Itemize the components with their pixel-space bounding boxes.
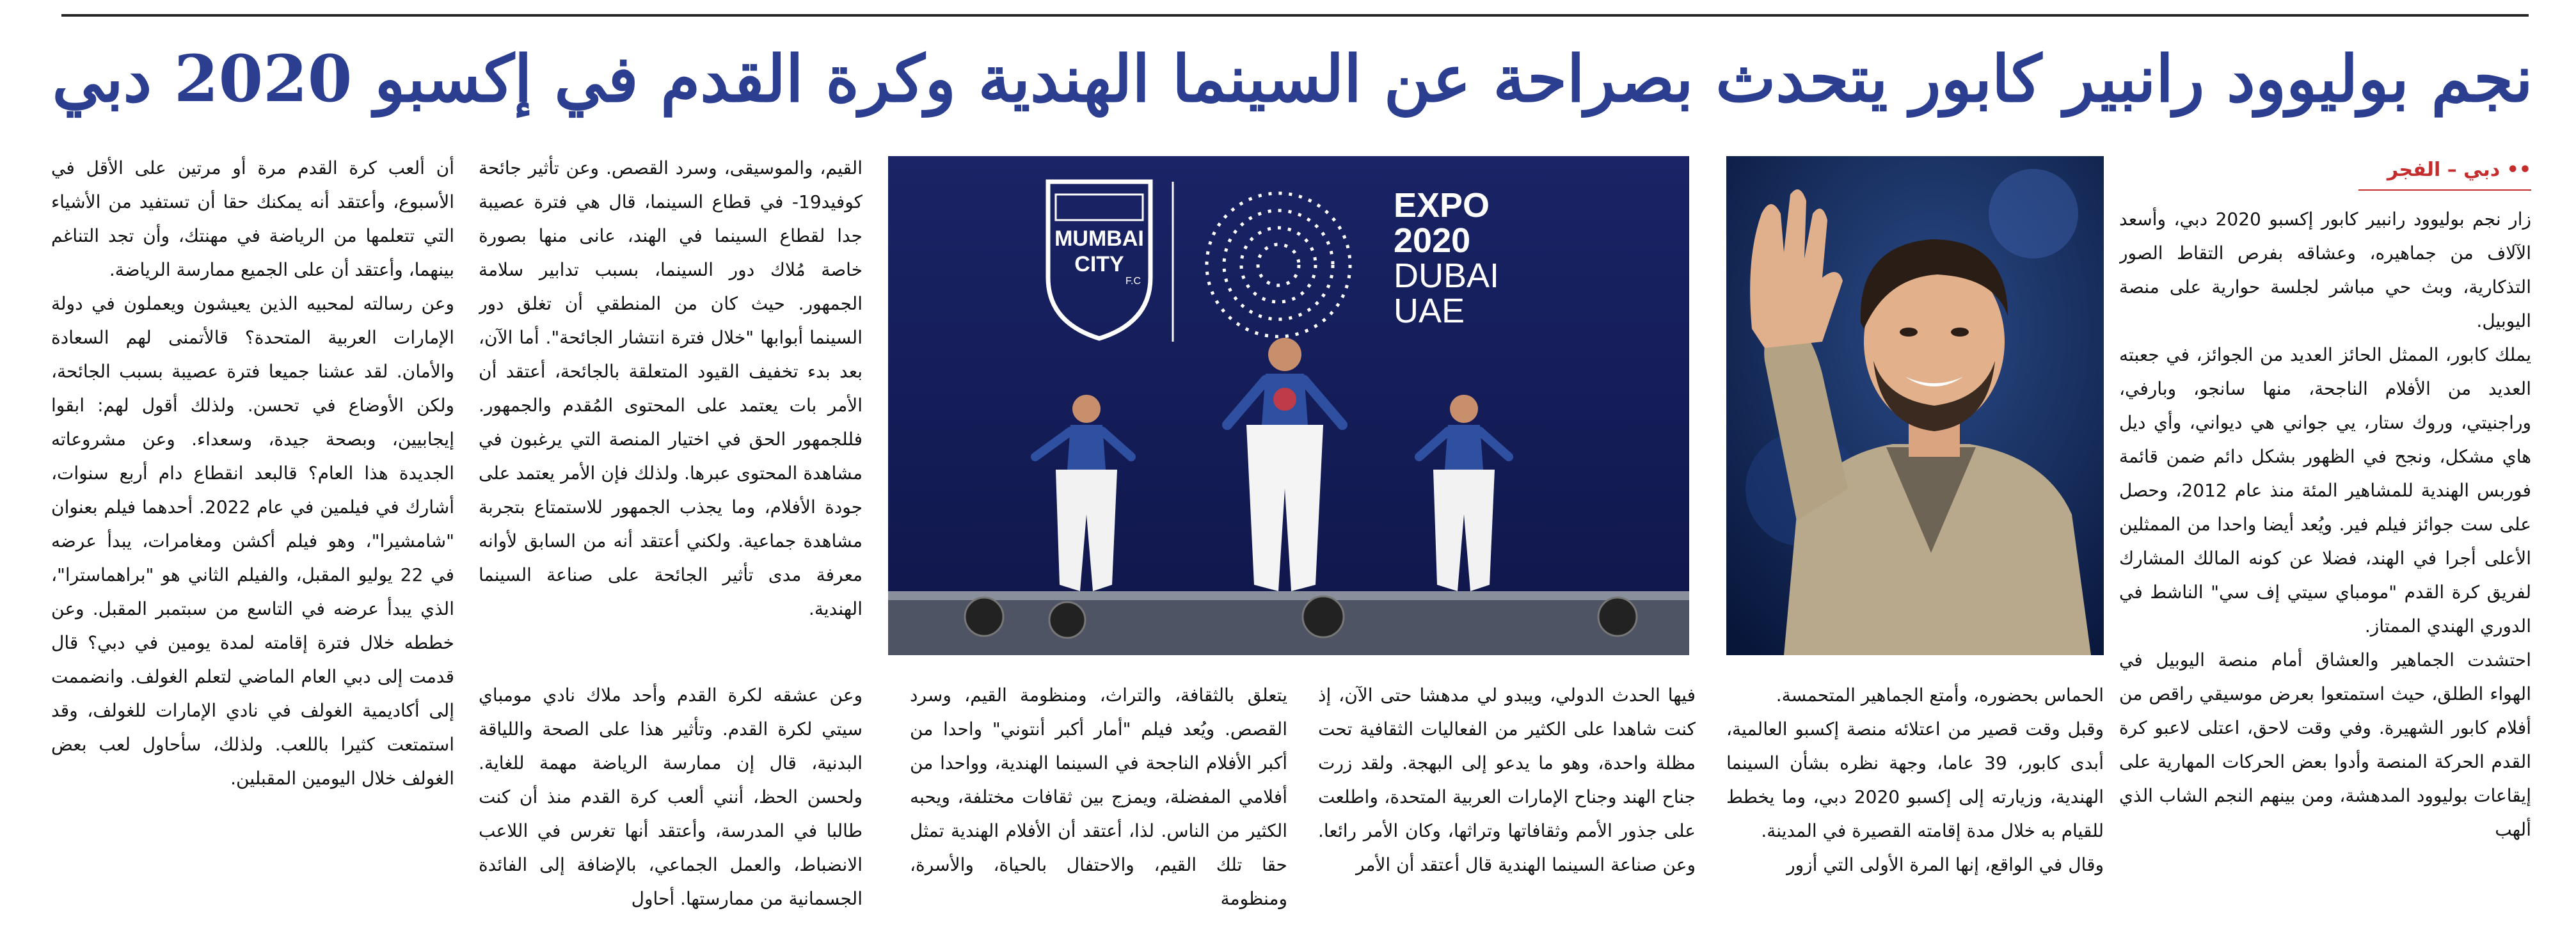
paragraph: القيم، والموسيقى، وسرد القصص. وعن تأثير جائحة كوفيد19- في قطاع السينما، قال هي فترة عصيبة جدا لقطاع السينما في الهند، عانى منها بصورة خاصة مُلاك دور السينما، بسبب تدابير سلامة الجمهور. حيث كان من المنطقي أن تغلق دور السينما أبوابها "خلال فترة انتشار الجائحة". أما الآن، بعد بدء تخفيف القيود المتعلقة بالجائحة، أعتقد أن الأمر بات يعتمد على المحتوى المُقدم والجمهور. فللجمهور الحق في اختيار المنصة التي يرغبون في مشاهدة المحتوى عبرها. ولذلك فإن الأمر يعتمد على جودة الأفلام، وما يجذب الجمهور للاستمتاع بتجربة مشاهدة جماعية. ولكني أعتقد أنه من السابق لأوانه معرفة مدى تأثير الجائحة على صناعة السينما الهندية.: [479, 157, 863, 619]
byline-dots: ••: [2506, 159, 2531, 181]
expo-city: DUBAI: [1394, 257, 1500, 295]
top-rule: [61, 14, 2529, 17]
byline-text: دبي – الفجر: [2387, 159, 2500, 181]
column-3: [1318, 678, 1696, 925]
paragraph: يتعلق بالثقافة، والتراث، ومنظومة القيم، وسرد القصص. ويُعد فيلم "أمار أكبر أنتوني" واحدا من أكبر الأفلام الناجحة في السينما الهندية، وواحدا من أفلامي المفضلة، ويمزج بين ثقافات مختلفة، ويحبه الكثير من الناس. لذا، أعتقد أن الأفلام الهندية تمثل حقا تلك القيم، والاحتفال بالحياة، والأسرة، ومنظومة: [910, 685, 1287, 909]
actor-photo: [1726, 156, 2104, 655]
column-5-bottom: [479, 678, 863, 925]
expo-year: 2020: [1394, 221, 1471, 260]
paragraph: وعن رسالته لمحبيه الذين يعيشون ويعملون في دولة الإمارات العربية المتحدة؟ قالأتمنى لهم السعادة والأمان. لقد عشنا جميعا فترة عصيبة بسبب الجائحة، ولكن الأوضاع في تحسن. ولذلك أقول لهم: ابقوا إيجابيين، وبصحة جيدة، وسعداء. وعن مشروعاته الجديدة هذا العام؟ قالبعد انقطاع دام أربع سنوات، أشارك في فيلمين في عام 2022. أحدهما فيلم بعنوان "شامشيرا"، وهو فيلم أكشن ومغامرات، يبدأ عرضه في 22 يوليو المقبل، والفيلم الثاني هو "براهماسترا"، الذي يبدأ عرضه في التاسع من سبتمبر المقبل. وعن خططه خلال فترة إقامته لمدة يومين في دبي؟ قال قدمت إلى دبي العام الماضي لتعلم الغولف. وانضممت إلى أكاديمية الغولف في نادي الإمارات للغولف، وقد استمتعت كثيرا باللعب. ولذلك، سأحاول لعب بعض الغولف خلال اليومين المقبلين.: [51, 293, 454, 789]
paragraph: الحماس بحضوره، وأمتع الجماهير المتحمسة.: [1776, 685, 2104, 706]
paragraph: زار نجم بوليوود رانبير كابور إكسبو 2020 دبي، وأسعد الآلاف من جماهيره، وعشاقه بفرص التقاط الصور التذكارية، وبث حي مباشر لجلسة حوارية على منصة اليوبيل.: [2119, 209, 2531, 331]
expo-word: EXPO: [1394, 186, 1490, 225]
actor-photo-illustration: [1726, 156, 2104, 655]
paragraph: وقبل وقت قصير من اعتلائه منصة إكسبو العالمية، أبدى كابور، 39 عاما، وجهة نظره بشأن السينما الهندية، وزيارته إلى إكسبو 2020 دبي، وما يخطط للقيام به خلال مدة إقامته القصيرة في المدينة.: [1726, 719, 2104, 841]
stage-photo: [888, 156, 1689, 655]
column-1: [2119, 202, 2531, 925]
paragraph: احتشدت الجماهير والعشاق أمام منصة اليوبيل في الهواء الطلق، حيث استمتعوا بعرض موسيقي راقص من أفلام كابور الشهيرة. وفي وقت لاحق، اعتلى لاعبو كرة القدم الحركة المنصة وأدوا بعض الحركات المهارية على إيقاعات بوليوود المدهشة، ومن بينهم النجم الشاب الذي ألهب: [2119, 649, 2531, 840]
byline: [2358, 159, 2531, 184]
byline-rule: [2358, 189, 2531, 191]
headline: نجم بوليوود رانبير كابور يتحدث بصراحة عن السينما الهندية وكرة القدم في إكسبو 2020 دبي: [52, 41, 2533, 116]
expo-country: UAE: [1394, 292, 1465, 330]
column-5-top: [479, 151, 863, 663]
column-2: [1726, 678, 2104, 925]
paragraph: وقال في الواقع، إنها المرة الأولى التي أزور: [1786, 854, 2104, 875]
column-4: [910, 678, 1287, 925]
column-6: [51, 151, 454, 925]
paragraph: فيها الحدث الدولي، ويبدو لي مدهشا حتى الآن، إذ كنت شاهدا على الكثير من الفعاليات الثقافية تحت مظلة واحدة، وهو ما يدعو إلى البهجة. ولقد زرت جناح الهند وجناح الإمارات العربية المتحدة، واطلعت على جذور الأمم وثقافاتها وتراثها، وكان الأمر رائعا. وعن صناعة السينما الهندية قال أعتقد أن الأمر: [1318, 685, 1696, 875]
club-logo-fc: F.C: [1125, 276, 1141, 287]
stage-photo-illustration: [888, 156, 1689, 655]
paragraph: أن ألعب كرة القدم مرة أو مرتين على الأقل في الأسبوع، وأعتقد أنه يمكنك حقا أن تستفيد من الأشياء التي تتعلمها من الرياضة في مهنتك، وأن تجد التناغم بينهما، وأعتقد أن على الجميع ممارسة الرياضة.: [51, 157, 454, 280]
paragraph: وعن عشقه لكرة القدم وأحد ملاك نادي مومباي سيتي لكرة القدم. وتأثير هذا على الصحة واللياقة البدنية، قال إن ممارسة الرياضة مهمة للغاية. ولحسن الحظ، أنني ألعب كرة القدم منذ أن كنت طالبا في المدرسة، وأعتقد أنها تغرس في اللاعب الانضباط، والعمل الجماعي، بالإضافة إلى الفائدة الجسمانية من ممارستها. أحاول: [479, 685, 863, 909]
club-logo-mid: CITY: [1074, 252, 1124, 276]
paragraph: يملك كابور، الممثل الحائز العديد من الجوائز، في جعبته العديد من الأفلام الناجحة، منها سانجو، وبارفي، وراجنيتي، وروك ستار، يي جواني هي ديواني، وأي ديل هاي مشكل، ونجح في الظهور بشكل دائم ضمن قائمة فوربس الهندية للمشاهير المئة منذ عام 2012، وحصل على ست جوائز فيلم فير. ويُعد أيضا واحدا من الممثلين الأعلى أجرا في الهند، فضلا عن كونه المالك المشارك لفريق كرة القدم "مومباي سيتي إف سي" الناشط في الدوري الهندي الممتاز.: [2119, 344, 2531, 637]
club-logo-top: MUMBAI: [1054, 226, 1144, 251]
